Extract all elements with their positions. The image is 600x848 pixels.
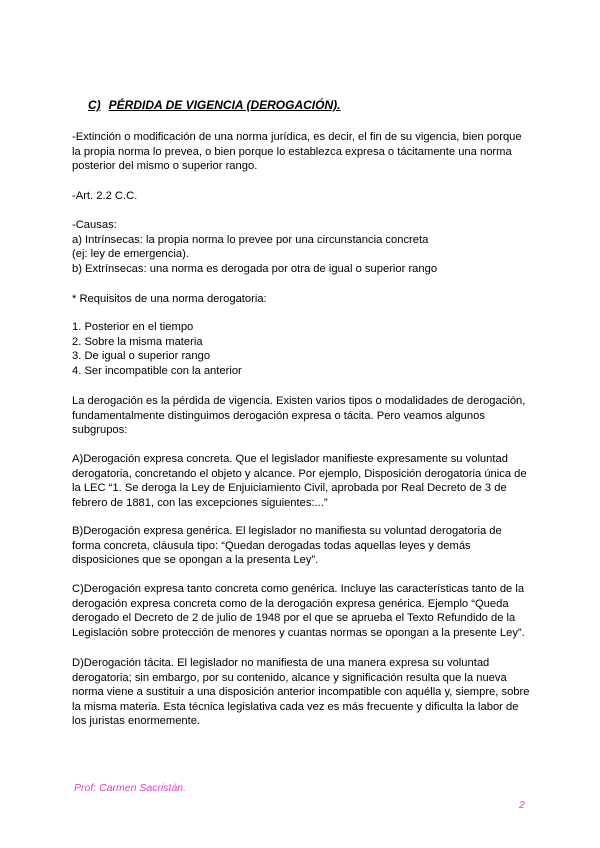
text-line: B)Derogación expresa genérica. El legislador no manifiesta su voluntad derogatoria de	[72, 525, 502, 537]
text-line: derogatoria, concretando el objeto y alcance. Por ejemplo, Disposición derogatoria única de	[72, 467, 527, 480]
definition-paragraph	[72, 130, 532, 174]
footer-author: Prof: Carmen Sacristán.	[74, 782, 187, 794]
requirements-heading	[72, 292, 532, 307]
text-line: derogatoria; sin embargo, por su contenido, alcance y significación resulta que la nueva	[72, 671, 507, 684]
type-d-paragraph	[72, 656, 532, 729]
text-line: 1. Posterior en el tiempo	[72, 321, 194, 333]
requirements-list	[72, 320, 532, 378]
section-title-text: PÉRDIDA DE VIGENCIA (DEROGACIÓN).	[108, 98, 341, 112]
text-line: A)Derogación expresa concreta. Que el legislador manifieste expresamente su voluntad	[72, 453, 508, 465]
text-line: 4. Ser incompatible con la anterior	[72, 364, 242, 377]
text-line: subgrupos:	[72, 424, 128, 437]
text-line: la propia norma lo prevea, o bien porque lo establezca expresa o tácitamente una norma	[72, 145, 512, 158]
text-line: forma concreta, cláusula tipo: “Quedan derogadas todas aquellas leyes y demás	[72, 539, 471, 552]
text-line: -Extinción o modificación de una norma jurídica, es decir, el fin de su vigencia, bien porque	[72, 131, 522, 143]
text-line: los juristas enormemente.	[72, 715, 201, 728]
text-line: la misma materia. Esta técnica legislativa cada vez es más frecuente y dificulta la labor de	[72, 700, 519, 713]
text-line: * Requisitos de una norma derogatoria:	[72, 293, 267, 305]
text-line: D)Derogación tácita. El legislador no manifiesta de una manera expresa su voluntad	[72, 657, 490, 669]
text-line: (ej: ley de emergencia).	[72, 248, 189, 261]
text-line: posterior del mismo o superior rango.	[72, 160, 258, 173]
text-line: La derogación es la pérdida de vigencia. Existen varios tipos o modalidades de derogación,	[72, 395, 526, 407]
text-line: disposiciones que se opongan a la presenta Ley”.	[72, 554, 319, 567]
text-line: la LEC “1. Se deroga la Ley de Enjuiciamiento Civil, aprobada por Real Decreto de 3 de	[72, 482, 507, 495]
text-line: norma viene a sustituir a una disposición anterior incompatible con aquélla y, siempre, sobre	[72, 686, 530, 699]
causes-paragraph	[72, 218, 532, 276]
derogation-intro	[72, 394, 532, 438]
text-line: derogación expresa concreta como de la derogación expresa genérica. Ejemplo “Queda	[72, 597, 509, 610]
text-line: febrero de 1881, con las excepciones siguientes:...”	[72, 496, 328, 509]
type-c-paragraph	[72, 582, 532, 640]
text-line: 2. Sobre la misma materia	[72, 335, 203, 348]
type-b-paragraph	[72, 524, 532, 568]
text-line: C)Derogación expresa tanto concreta como genérica. Incluye las características tanto de la	[72, 583, 525, 595]
text-line: Legislación sobre protección de menores y cuantas normas se opongan a la presente Ley”.	[72, 626, 525, 639]
page-number: 2	[519, 799, 525, 811]
text-line: 3. De igual o superior rango	[72, 350, 211, 363]
type-a-paragraph	[72, 452, 532, 510]
article-reference	[72, 189, 532, 204]
text-line: b) Extrínsecas: una norma es derogada por otra de igual o superior rango	[72, 262, 438, 275]
text-line: -Causas:	[72, 219, 117, 231]
text-line: fundamentalmente distinguimos derogación expresa o tácita. Pero veamos algunos	[72, 409, 485, 422]
section-letter: C)	[88, 98, 101, 112]
section-title	[88, 98, 340, 112]
text-line: a) Intrínsecas: la propia norma lo prevee por una circunstancia concreta	[72, 233, 429, 246]
text-line: -Art. 2.2 C.C.	[72, 190, 138, 202]
text-line: derogado el Decreto de 2 de julio de 1948 por el que se aprueba el Texto Refundido de la	[72, 612, 516, 625]
